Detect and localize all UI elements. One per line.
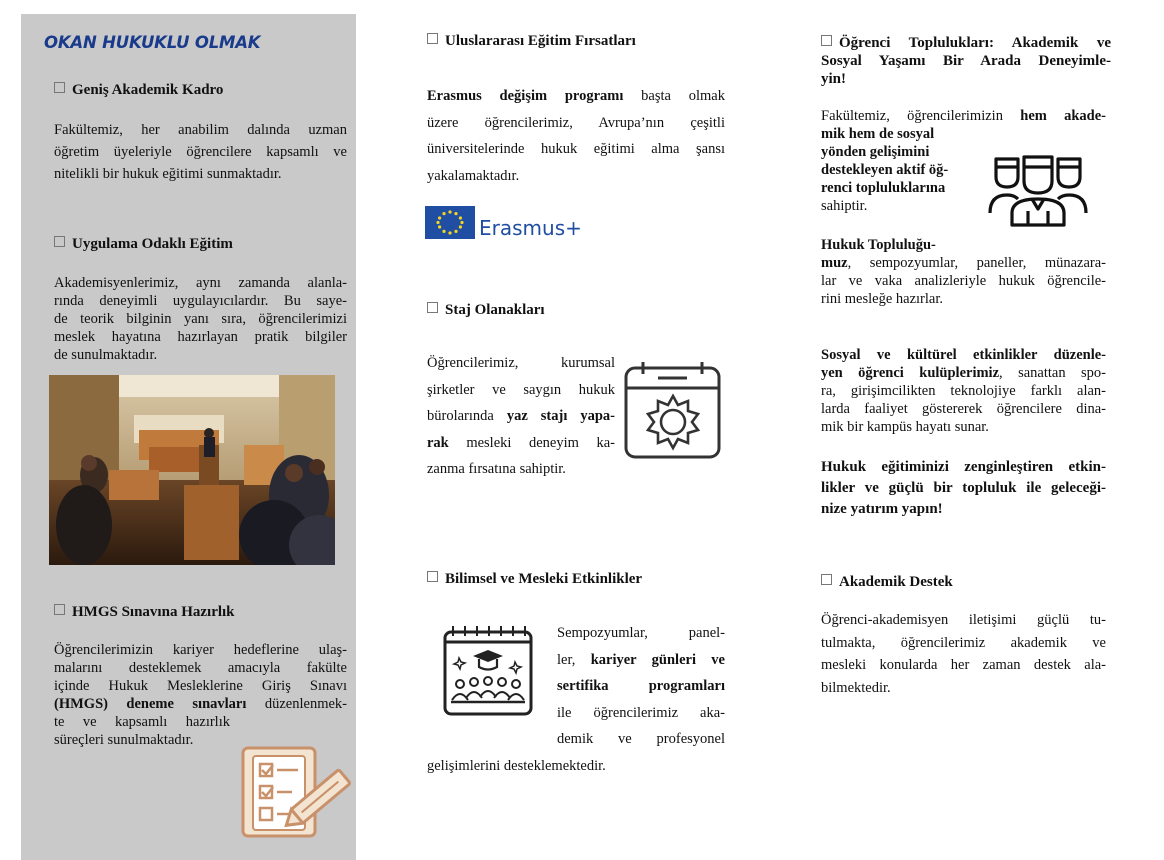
section-body: Öğrencilerimizin kariyer hedeflerine ulaş- malarını desteklemek amacıyla fakülte içinde Hukuk Mesleklerine Giriş Sınavı (HMGS) deneme sınavları düzenlenmek- te ve kapsamlı hazırlık süreçleri sunulmaktadır.: [54, 642, 347, 748]
section-body: Erasmus değişim programı başta olmak üzere öğrencilerimiz, Avrupa’nın çeşitli üniversitelerinde hukuk eğitimi alma şansı yakalamaktadır.: [427, 88, 725, 184]
bullet-box-icon: [54, 236, 65, 247]
calendar-gear-icon: [623, 360, 723, 465]
section-heading: Akademik Destek: [821, 574, 953, 591]
bullet-box-icon: [427, 571, 438, 582]
bullet-box-icon: [427, 33, 438, 44]
bullet-box-icon: [821, 35, 832, 46]
erasmus-logo-text: Erasmus+: [479, 216, 582, 240]
bullet-box-icon: [54, 604, 65, 615]
section-heading: Öğrenci Toplulukları: Akademik ve Sosyal Yaşamı Bir Arada Deneyimle- yin!: [821, 35, 1111, 87]
erasmus-logo: [425, 206, 582, 240]
section-body: Fakültemiz, her anabilim dalında uzman öğretim üyeleriyle öğrencilere kapsamlı ve nitelikli bir hukuk eğitimi sunmaktadır.: [54, 122, 347, 182]
section-heading: Staj Olanakları: [427, 302, 545, 319]
section-body: Hukuk Topluluğu- muz, sempozyumlar, paneller, münazara- lar ve vaka analizleriyle hukuk öğrencile- rini mesleğe hazırlar.: [821, 237, 1106, 307]
checklist-pencil-icon: [240, 742, 356, 843]
section-heading: Uygulama Odaklı Eğitim: [54, 236, 233, 253]
section-body: Akademisyenlerimiz, aynı zamanda alanla- rında deneyimli uygulayıcılardır. Bu saye- de teorik bilginin yanı sıra, öğrencilerimizi meslek hayatına hazırlayan pratik bilgiler de sunulmaktadır.: [54, 275, 347, 363]
section-body: Sosyal ve kültürel etkinlikler düzenle- yen öğrenci kulüplerimiz, sanattan spo- ra, girişimcilikten teknolojiye farklı alan- larda faaliyet göstererek öğrencilere dina- mik bir kampüs hayatı sunar.: [821, 347, 1106, 435]
brand-title: OKAN HUKUKLU OLMAK: [44, 33, 261, 52]
section-heading: HMGS Sınavına Hazırlık: [54, 604, 235, 621]
section-heading: Uluslararası Eğitim Fırsatları: [427, 33, 636, 50]
bullet-box-icon: [54, 82, 65, 93]
section-heading: Geniş Akademik Kadro: [54, 82, 223, 99]
bullet-box-icon: [821, 574, 832, 585]
section-body-tail: gelişimlerini desteklemektedir.: [427, 758, 606, 774]
bullet-box-icon: [427, 302, 438, 313]
section-body: Fakültemiz, öğrencilerimizin hem akade- mik hem de sosyal yönden gelişimini destekleyen aktif öğ- renci topluluklarına sahiptir.: [821, 108, 1106, 214]
closing-statement: Hukuk eğitiminizi zenginleştiren etkin- likler ve güçlü bir topluluk ile geleceği- nize yatırım yapın!: [821, 459, 1106, 517]
section-body: Öğrenci-akademisyen iletişimi güçlü tu- tulmakta, öğrencilerimiz akademik ve mesleki konularda her zaman destek ala- bilmektedir.: [821, 612, 1106, 696]
section-heading: Bilimsel ve Mesleki Etkinlikler: [427, 571, 642, 588]
graduation-board-icon: [443, 624, 533, 721]
group-icon: [988, 153, 1088, 232]
section-body: Sempozyumlar, panel- ler, kariyer günleri ve sertifika programları ile öğrencilerimiz aka- demik ve profesyonel: [557, 625, 725, 747]
classroom-photo: [49, 375, 335, 565]
section-body: Öğrencilerimiz, kurumsal şirketler ve saygın hukuk bürolarında yaz stajı yapa- rak mesleki deneyim ka- zanma fırsatına sahiptir.: [427, 355, 615, 477]
